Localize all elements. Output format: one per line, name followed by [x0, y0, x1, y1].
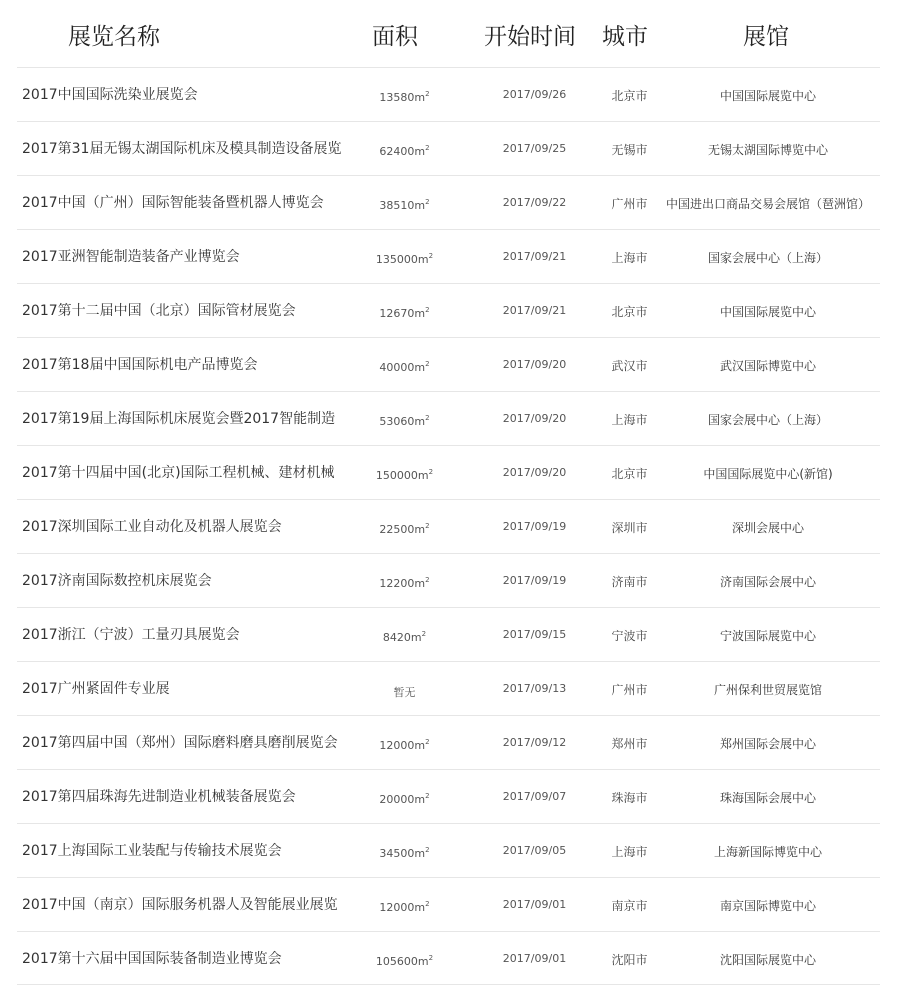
venue-value: 南京国际博览中心 [719, 899, 816, 913]
area-value: $53060m^2$ [379, 414, 430, 428]
exhibition-table [17, 67, 880, 985]
start-date-value: 2017/09/20 [502, 412, 567, 425]
area-value: $38510m^2$ [379, 198, 430, 212]
venue-value: 国家会展中心（上海） [707, 251, 828, 265]
header-area: 面积 [372, 24, 418, 50]
table-row[interactable] [17, 931, 880, 985]
city-value: 广州市 [611, 197, 648, 211]
start-date-value: 2017/09/07 [502, 790, 567, 803]
venue-value: 上海新国际博览中心 [713, 845, 822, 859]
area-value: 暂无 [393, 686, 416, 699]
start-date-value: 2017/09/15 [502, 628, 567, 641]
venue-value: 济南国际会展中心 [719, 575, 816, 589]
start-date-value: 2017/09/01 [502, 952, 567, 965]
area-value: $20000m^2$ [379, 792, 430, 806]
header-venue: 展馆 [743, 24, 789, 50]
start-date-value: 2017/09/21 [502, 304, 567, 317]
area-value: $135000m^2$ [375, 252, 434, 266]
exhibition-name-link[interactable]: 2017上海国际工业装配与传输技术展览会 [22, 843, 282, 859]
exhibition-name-link[interactable]: 2017中国（广州）国际智能装备暨机器人博览会 [22, 195, 324, 211]
venue-value: 中国国际展览中心 [719, 305, 816, 319]
table-row[interactable] [17, 175, 880, 229]
venue-value: 武汉国际博览中心 [719, 359, 816, 373]
table-row[interactable] [17, 877, 880, 931]
venue-value: 郑州国际会展中心 [719, 737, 816, 751]
table-row[interactable] [17, 769, 880, 823]
start-date-value: 2017/09/19 [502, 574, 567, 587]
start-date-value: 2017/09/20 [502, 358, 567, 371]
venue-value: 广州保利世贸展览馆 [713, 683, 822, 697]
area-value: $12200m^2$ [379, 576, 430, 590]
city-value: 珠海市 [611, 791, 648, 805]
table-row[interactable] [17, 121, 880, 175]
city-value: 深圳市 [611, 521, 648, 535]
header-start-date: 开始时间 [484, 24, 576, 50]
start-date-value: 2017/09/22 [502, 196, 567, 209]
area-value: $8420m^2$ [382, 630, 427, 644]
area-value: $12000m^2$ [379, 738, 430, 752]
header-city: 城市 [602, 24, 648, 50]
area-value: $40000m^2$ [379, 360, 430, 374]
city-value: 北京市 [611, 467, 648, 481]
exhibition-name-link[interactable]: 2017济南国际数控机床展览会 [22, 573, 212, 589]
venue-value: 国家会展中心（上海） [707, 413, 828, 427]
header-exhibition-name: 展览名称 [68, 24, 160, 50]
exhibition-name-link[interactable]: 2017第18届中国国际机电产品博览会 [22, 357, 258, 373]
city-value: 北京市 [611, 89, 648, 103]
venue-value: 珠海国际会展中心 [719, 791, 816, 805]
city-value: 上海市 [611, 845, 648, 859]
area-value: $105600m^2$ [375, 954, 434, 968]
table-row[interactable] [17, 67, 880, 121]
table-row[interactable] [17, 553, 880, 607]
area-value: $22500m^2$ [379, 522, 430, 536]
city-value: 上海市 [611, 413, 648, 427]
exhibition-name-link[interactable]: 2017第19届上海国际机床展览会暨2017智能制造 [22, 411, 336, 427]
city-value: 沈阳市 [611, 953, 648, 967]
table-row[interactable] [17, 445, 880, 499]
table-row[interactable] [17, 391, 880, 445]
exhibition-name-link[interactable]: 2017中国国际洗染业展览会 [22, 87, 198, 103]
venue-value: 深圳会展中心 [731, 521, 804, 535]
exhibition-name-link[interactable]: 2017第四届中国（郑州）国际磨料磨具磨削展览会 [22, 735, 338, 751]
area-value: $12000m^2$ [379, 900, 430, 914]
city-value: 郑州市 [611, 737, 648, 751]
table-row[interactable] [17, 229, 880, 283]
city-value: 上海市 [611, 251, 648, 265]
venue-value: 中国进出口商品交易会展馆（琶洲馆） [665, 197, 870, 211]
exhibition-name-link[interactable]: 2017浙江（宁波）工量刃具展览会 [22, 627, 240, 643]
area-value: $62400m^2$ [379, 144, 430, 158]
table-row[interactable] [17, 823, 880, 877]
table-row[interactable] [17, 499, 880, 553]
area-value: $12670m^2$ [379, 306, 430, 320]
exhibition-name-link[interactable]: 2017第十六届中国国际装备制造业博览会 [22, 951, 282, 967]
exhibition-name-link[interactable]: 2017中国（南京）国际服务机器人及智能展业展览 [22, 897, 338, 913]
start-date-value: 2017/09/12 [502, 736, 567, 749]
venue-value: 宁波国际展览中心 [719, 629, 816, 643]
start-date-value: 2017/09/05 [502, 844, 567, 857]
start-date-value: 2017/09/01 [502, 898, 567, 911]
start-date-value: 2017/09/26 [502, 88, 567, 101]
table-row[interactable] [17, 607, 880, 661]
exhibition-name-link[interactable]: 2017第十二届中国（北京）国际管材展览会 [22, 303, 296, 319]
table-row[interactable] [17, 715, 880, 769]
city-value: 北京市 [611, 305, 648, 319]
start-date-value: 2017/09/13 [502, 682, 567, 695]
start-date-value: 2017/09/19 [502, 520, 567, 533]
city-value: 济南市 [611, 575, 648, 589]
area-value: $150000m^2$ [375, 468, 434, 482]
area-value: $34500m^2$ [379, 846, 430, 860]
table-row[interactable] [17, 283, 880, 337]
area-value: $13580m^2$ [379, 90, 430, 104]
exhibition-name-link[interactable]: 2017广州紧固件专业展 [22, 681, 170, 697]
exhibition-name-link[interactable]: 2017第十四届中国(北京)国际工程机械、建材机械 [22, 465, 335, 481]
venue-value: 中国国际展览中心 [719, 89, 816, 103]
city-value: 宁波市 [611, 629, 648, 643]
table-header [0, 0, 898, 68]
venue-value: 沈阳国际展览中心 [719, 953, 816, 967]
table-row[interactable] [17, 661, 880, 715]
city-value: 无锡市 [611, 143, 648, 157]
start-date-value: 2017/09/20 [502, 466, 567, 479]
city-value: 广州市 [611, 683, 648, 697]
exhibition-name-link[interactable]: 2017深圳国际工业自动化及机器人展览会 [22, 519, 282, 535]
exhibition-name-link[interactable]: 2017第四届珠海先进制造业机械装备展览会 [22, 789, 296, 805]
exhibition-name-link[interactable]: 2017亚洲智能制造装备产业博览会 [22, 249, 240, 265]
city-value: 武汉市 [611, 359, 648, 373]
venue-value: 无锡太湖国际博览中心 [707, 143, 828, 157]
table-row[interactable] [17, 337, 880, 391]
start-date-value: 2017/09/25 [502, 142, 567, 155]
city-value: 南京市 [611, 899, 648, 913]
start-date-value: 2017/09/21 [502, 250, 567, 263]
exhibition-name-link[interactable]: 2017第31届无锡太湖国际机床及模具制造设备展览 [22, 141, 342, 157]
venue-value: 中国国际展览中心(新馆) [703, 467, 833, 481]
